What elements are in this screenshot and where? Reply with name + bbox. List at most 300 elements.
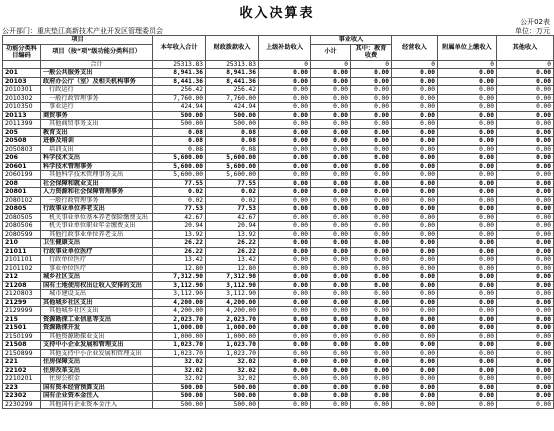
cell-operating: 0.00 [392,298,438,307]
cell-annual-total: 5,600.00 [153,162,206,171]
cell-fiscal: 500.00 [206,120,259,129]
cell-education-fee: 0.00 [351,196,392,205]
table-row [3,230,554,239]
cell-subsidiary: 0.00 [438,179,497,188]
cell-subtotal: 0.00 [311,120,351,129]
cell-education-fee: 0.00 [351,375,392,384]
cell-subsidiary: 0.00 [438,162,497,171]
cell-operating: 0.00 [392,128,438,137]
cell-name: 国有企业资本金注入 [41,392,153,401]
cell-other: 0 [497,60,554,69]
cell-name: 行政事业单位医疗 [41,247,153,256]
table-row [3,154,554,163]
cell-superior-subsidy: 0.00 [259,349,311,358]
cell-code: 2010302 [3,94,41,103]
cell-superior-subsidy: 0.00 [259,298,311,307]
cell-other: 0.00 [497,171,554,180]
table-row [3,400,554,409]
header-superior-subsidy: 上级补助收入 [259,36,311,61]
cell-annual-total: 3,112.90 [153,290,206,299]
cell-education-fee: 0.00 [351,392,392,401]
header-project: 项目 [3,36,153,45]
cell-annual-total: 1,000.00 [153,332,206,341]
cell-subtotal: 0 [311,60,351,69]
cell-code [3,60,41,69]
cell-superior-subsidy: 0.00 [259,171,311,180]
cell-code: 2120803 [3,290,41,299]
cell-name: 国有资本经营预算支出 [41,383,153,392]
cell-code: 21208 [3,281,41,290]
cell-superior-subsidy: 0.00 [259,179,311,188]
cell-subsidiary: 0.00 [438,290,497,299]
cell-other: 0.00 [497,239,554,248]
cell-superior-subsidy: 0.00 [259,315,311,324]
cell-fiscal: 1,000.00 [206,332,259,341]
cell-name: 其他城乡社区支出 [41,298,153,307]
cell-annual-total: 32.02 [153,375,206,384]
cell-fiscal: 1,023.70 [206,341,259,350]
cell-fiscal: 5,600.00 [206,162,259,171]
cell-subtotal: 0.00 [311,128,351,137]
cell-fiscal: 20.94 [206,222,259,231]
cell-code: 221 [3,358,41,367]
cell-operating: 0.00 [392,290,438,299]
cell-subtotal: 0.00 [311,145,351,154]
table-row [3,77,554,86]
cell-operating: 0.00 [392,213,438,222]
table-row [3,86,554,95]
cell-other: 0.00 [497,188,554,197]
cell-name: 卫生健康支出 [41,239,153,248]
cell-name: 社会保障和就业支出 [41,179,153,188]
cell-name: 其他城乡社区支出 [41,307,153,316]
cell-education-fee: 0.00 [351,332,392,341]
cell-name: 一般行政管理事务 [41,196,153,205]
cell-subsidiary: 0.00 [438,230,497,239]
cell-education-fee: 0.00 [351,383,392,392]
cell-subtotal: 0.00 [311,307,351,316]
cell-annual-total: 1,023.70 [153,349,206,358]
table-row [3,307,554,316]
table-row [3,324,554,333]
cell-education-fee: 0.00 [351,120,392,129]
cell-code: 2080102 [3,196,41,205]
cell-code: 21508 [3,341,41,350]
cell-other: 0.00 [497,111,554,120]
cell-name: 国有土地使用权出让收入安排的支出 [41,281,153,290]
cell-fiscal: 4,200.00 [206,298,259,307]
cell-fiscal: 0.08 [206,145,259,154]
cell-code: 20508 [3,137,41,146]
cell-fiscal: 500.00 [206,392,259,401]
cell-subtotal: 0.00 [311,111,351,120]
cell-name: 其他科学技术管理事务支出 [41,171,153,180]
cell-subsidiary: 0.00 [438,69,497,78]
table-row [3,188,554,197]
cell-fiscal: 13.42 [206,256,259,265]
table-row [3,137,554,146]
cell-name: 资源勘探开发 [41,324,153,333]
cell-superior-subsidy: 0.00 [259,205,311,214]
cell-code: 2050803 [3,145,41,154]
cell-operating: 0.00 [392,324,438,333]
cell-other: 0.00 [497,154,554,163]
cell-code: 2080505 [3,213,41,222]
cell-annual-total: 256.42 [153,86,206,95]
cell-code: 212 [3,273,41,282]
cell-other: 0.00 [497,264,554,273]
cell-subsidiary: 0.00 [438,77,497,86]
department-name: 重庆垫江高新技术产业开发区管理委员会 [37,27,163,35]
cell-other: 0.00 [497,392,554,401]
cell-code: 2010301 [3,86,41,95]
cell-education-fee: 0.00 [351,349,392,358]
cell-education-fee: 0.00 [351,145,392,154]
cell-education-fee: 0.00 [351,77,392,86]
cell-name: 科学技术管理事务 [41,162,153,171]
cell-superior-subsidy: 0.00 [259,111,311,120]
cell-education-fee: 0.00 [351,239,392,248]
cell-fiscal: 77.53 [206,205,259,214]
cell-subsidiary: 0.00 [438,171,497,180]
cell-subtotal: 0.00 [311,222,351,231]
cell-operating: 0.00 [392,86,438,95]
cell-other: 0.00 [497,230,554,239]
cell-subsidiary: 0.00 [438,349,497,358]
cell-annual-total: 13.42 [153,256,206,265]
cell-superior-subsidy: 0.00 [259,324,311,333]
cell-education-fee: 0.00 [351,281,392,290]
cell-annual-total: 4,200.00 [153,298,206,307]
cell-subsidiary: 0.00 [438,205,497,214]
cell-fiscal: 12.80 [206,264,259,273]
cell-other: 0.00 [497,375,554,384]
cell-superior-subsidy: 0.00 [259,400,311,409]
cell-operating: 0.00 [392,349,438,358]
cell-subtotal: 0.00 [311,341,351,350]
cell-fiscal: 7,760.00 [206,94,259,103]
cell-subsidiary: 0.00 [438,86,497,95]
cell-education-fee: 0.00 [351,273,392,282]
cell-annual-total: 25313.83 [153,60,206,69]
cell-subsidiary: 0.00 [438,315,497,324]
cell-superior-subsidy: 0.00 [259,222,311,231]
cell-other: 0.00 [497,86,554,95]
cell-other: 0.00 [497,162,554,171]
cell-name: 教育支出 [41,128,153,137]
cell-superior-subsidy: 0.00 [259,375,311,384]
cell-fiscal: 13.92 [206,230,259,239]
cell-other: 0.00 [497,69,554,78]
cell-fiscal: 1,000.00 [206,324,259,333]
cell-code: 21501 [3,324,41,333]
cell-fiscal: 424.94 [206,103,259,112]
cell-subsidiary: 0.00 [438,366,497,375]
cell-annual-total: 500.00 [153,392,206,401]
cell-subsidiary: 0.00 [438,400,497,409]
cell-annual-total: 2,023.70 [153,315,206,324]
cell-operating: 0.00 [392,77,438,86]
cell-subsidiary: 0.00 [438,256,497,265]
table-row [3,213,554,222]
cell-name: 支持中小企业发展和管理支出 [41,341,153,350]
cell-name: 事业单位医疗 [41,264,153,273]
table-row [3,383,554,392]
table-row [3,290,554,299]
cell-education-fee: 0.00 [351,358,392,367]
cell-fiscal: 77.55 [206,179,259,188]
cell-superior-subsidy: 0.00 [259,383,311,392]
cell-superior-subsidy: 0.00 [259,128,311,137]
cell-name: 其他国有企业资本金注入 [41,400,153,409]
header-other: 其他收入 [497,36,554,61]
cell-other: 0.00 [497,383,554,392]
cell-subtotal: 0.00 [311,315,351,324]
cell-name: 其他商贸事务支出 [41,120,153,129]
cell-subsidiary: 0.00 [438,213,497,222]
cell-other: 0.00 [497,281,554,290]
table-row [3,281,554,290]
cell-subsidiary: 0.00 [438,332,497,341]
table-row [3,375,554,384]
cell-subtotal: 0.00 [311,162,351,171]
cell-other: 0.00 [497,341,554,350]
cell-annual-total: 13.92 [153,230,206,239]
unit-label: 单位： [515,27,536,35]
cell-superior-subsidy: 0.00 [259,162,311,171]
table-row [3,120,554,129]
cell-name: 住房保障支出 [41,358,153,367]
cell-annual-total: 26.22 [153,239,206,248]
cell-fiscal: 500.00 [206,400,259,409]
cell-operating: 0.00 [392,154,438,163]
cell-annual-total: 5,600.00 [153,171,206,180]
cell-fiscal: 1,023.70 [206,349,259,358]
cell-annual-total: 0.08 [153,128,206,137]
cell-other: 0.00 [497,179,554,188]
cell-fiscal: 25313.83 [206,60,259,69]
cell-other: 0.00 [497,256,554,265]
cell-education-fee: 0.00 [351,205,392,214]
cell-other: 0.00 [497,128,554,137]
cell-subsidiary: 0.00 [438,239,497,248]
cell-code: 2011399 [3,120,41,129]
cell-education-fee: 0.00 [351,315,392,324]
cell-fiscal: 32.02 [206,358,259,367]
table-row [3,162,554,171]
cell-operating: 0.00 [392,171,438,180]
cell-other: 0.00 [497,77,554,86]
cell-name: 合计 [41,60,153,69]
cell-fiscal: 7,312.90 [206,273,259,282]
cell-other: 0.00 [497,196,554,205]
cell-subsidiary: 0.00 [438,145,497,154]
cell-subsidiary: 0.00 [438,281,497,290]
cell-code: 21299 [3,298,41,307]
cell-superior-subsidy: 0.00 [259,188,311,197]
cell-name: 机关事业单位基本养老保险缴费支出 [41,213,153,222]
table-row [3,315,554,324]
cell-fiscal: 3,112.90 [206,290,259,299]
cell-superior-subsidy: 0.00 [259,103,311,112]
cell-education-fee: 0.00 [351,137,392,146]
table-row [3,392,554,401]
cell-other: 0.00 [497,145,554,154]
cell-subsidiary: 0.00 [438,196,497,205]
cell-superior-subsidy: 0.00 [259,366,311,375]
table-row [3,69,554,78]
cell-code: 2101101 [3,256,41,265]
table-row [3,358,554,367]
cell-subtotal: 0.00 [311,188,351,197]
cell-other: 0.00 [497,298,554,307]
report-title: 收入决算表 [239,6,315,21]
cell-subtotal: 0.00 [311,264,351,273]
cell-code: 2010350 [3,103,41,112]
header-name: 项目（按“项”级功能分类科目） [41,44,153,60]
cell-subtotal: 0.00 [311,366,351,375]
cell-code: 2210201 [3,375,41,384]
cell-education-fee: 0.00 [351,103,392,112]
cell-subsidiary: 0.00 [438,154,497,163]
cell-operating: 0.00 [392,94,438,103]
cell-education-fee: 0.00 [351,171,392,180]
income-table [2,35,554,409]
cell-fiscal: 0.02 [206,188,259,197]
cell-subtotal: 0.00 [311,94,351,103]
cell-subtotal: 0.00 [311,179,351,188]
cell-annual-total: 1,023.70 [153,341,206,350]
cell-name: 行政运行 [41,86,153,95]
cell-subsidiary: 0.00 [438,188,497,197]
cell-education-fee: 0.00 [351,162,392,171]
cell-subsidiary: 0.00 [438,120,497,129]
header-code: 功能分类科目编码 [3,44,41,60]
cell-education-fee: 0.00 [351,400,392,409]
cell-superior-subsidy: 0.00 [259,392,311,401]
cell-name: 城乡社区支出 [41,273,153,282]
cell-education-fee: 0.00 [351,366,392,375]
cell-operating: 0.00 [392,205,438,214]
cell-fiscal: 32.02 [206,375,259,384]
cell-operating: 0.00 [392,315,438,324]
cell-education-fee: 0.00 [351,188,392,197]
cell-name: 资源勘探工业信息等支出 [41,315,153,324]
cell-operating: 0.00 [392,400,438,409]
cell-subsidiary: 0.00 [438,324,497,333]
cell-other: 0.00 [497,247,554,256]
table-row [3,332,554,341]
cell-name: 行政单位医疗 [41,256,153,265]
table-row [3,366,554,375]
cell-subsidiary: 0.00 [438,264,497,273]
cell-education-fee: 0.00 [351,290,392,299]
cell-superior-subsidy: 0.00 [259,86,311,95]
cell-code: 2101102 [3,264,41,273]
cell-superior-subsidy: 0.00 [259,213,311,222]
cell-annual-total: 3,112.90 [153,281,206,290]
table-row [3,298,554,307]
cell-annual-total: 500.00 [153,383,206,392]
cell-other: 0.00 [497,120,554,129]
cell-name: 城市建设支出 [41,290,153,299]
cell-subsidiary: 0.00 [438,128,497,137]
cell-fiscal: 8,441.36 [206,77,259,86]
cell-subtotal: 0.00 [311,103,351,112]
cell-operating: 0.00 [392,375,438,384]
table-row [3,222,554,231]
cell-subtotal: 0.00 [311,298,351,307]
table-row [3,171,554,180]
cell-fiscal: 26.22 [206,239,259,248]
table-body [3,60,554,409]
cell-operating: 0.00 [392,341,438,350]
table-row [3,94,554,103]
cell-name: 一般公共服务支出 [41,69,153,78]
cell-superior-subsidy: 0.00 [259,69,311,78]
cell-education-fee: 0 [351,60,392,69]
cell-other: 0.00 [497,332,554,341]
cell-annual-total: 500.00 [153,111,206,120]
cell-code: 21011 [3,247,41,256]
table-row [3,349,554,358]
cell-code: 205 [3,128,41,137]
cell-operating: 0.00 [392,273,438,282]
cell-superior-subsidy: 0 [259,60,311,69]
unit-value: 万元 [536,27,550,35]
cell-subsidiary: 0.00 [438,298,497,307]
cell-operating: 0.00 [392,383,438,392]
cell-code: 215 [3,315,41,324]
table-row [3,111,554,120]
cell-subsidiary: 0.00 [438,358,497,367]
cell-annual-total: 7,760.00 [153,94,206,103]
cell-operating: 0.00 [392,281,438,290]
cell-subsidiary: 0 [438,60,497,69]
cell-fiscal: 26.22 [206,247,259,256]
cell-superior-subsidy: 0.00 [259,307,311,316]
cell-superior-subsidy: 0.00 [259,196,311,205]
table-row [3,239,554,248]
cell-subtotal: 0.00 [311,137,351,146]
cell-other: 0.00 [497,213,554,222]
cell-code: 20103 [3,77,41,86]
cell-operating: 0.00 [392,239,438,248]
header-subtotal: 小计 [311,44,351,60]
cell-education-fee: 0.00 [351,154,392,163]
cell-subtotal: 0.00 [311,324,351,333]
cell-other: 0.00 [497,307,554,316]
cell-code: 208 [3,179,41,188]
cell-education-fee: 0.00 [351,213,392,222]
cell-code: 201 [3,69,41,78]
header-enterprise-income: 事业收入 [311,36,392,45]
cell-subtotal: 0.00 [311,383,351,392]
cell-superior-subsidy: 0.00 [259,290,311,299]
cell-name: 科学技术支出 [41,154,153,163]
table-row [3,196,554,205]
department-label: 公开部门： [2,27,37,35]
cell-fiscal: 5,600.00 [206,154,259,163]
cell-subtotal: 0.00 [311,205,351,214]
cell-other: 0.00 [497,222,554,231]
cell-superior-subsidy: 0.00 [259,273,311,282]
cell-name: 其他支持中小企业发展和管理支出 [41,349,153,358]
cell-subsidiary: 0.00 [438,247,497,256]
cell-education-fee: 0.00 [351,94,392,103]
cell-subtotal: 0.00 [311,358,351,367]
cell-operating: 0.00 [392,358,438,367]
